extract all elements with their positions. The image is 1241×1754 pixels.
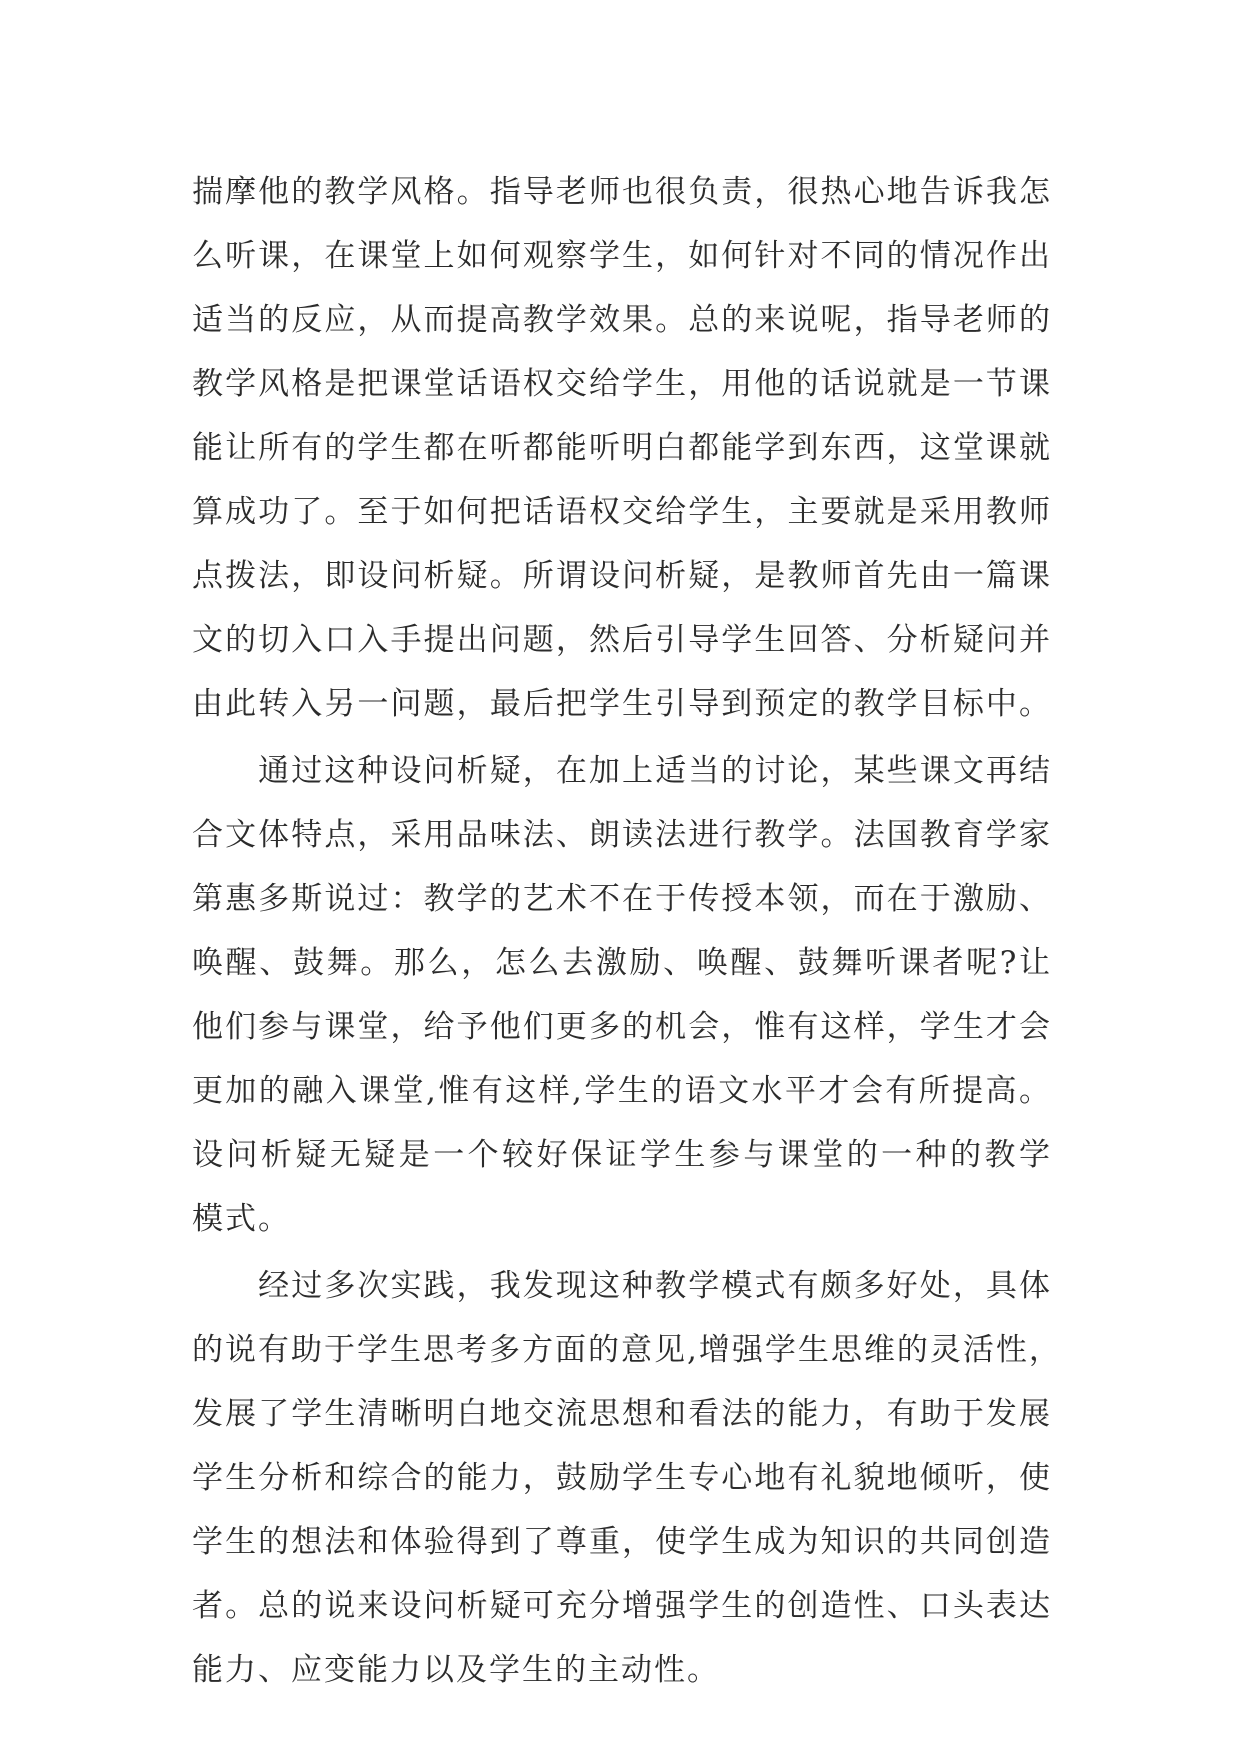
body-text xyxy=(192,160,1062,1702)
text-line: 通过这种设问析疑，在加上适当的讨论，某些课文再结 xyxy=(192,753,1052,789)
text-line: 发展了学生清晰明白地交流思想和看法的能力，有助于发展 xyxy=(192,1396,1052,1432)
text-line: 模式。 xyxy=(192,1201,291,1237)
text-line: 适当的反应，从而提高教学效果。总的来说呢，指导老师的 xyxy=(192,302,1052,338)
text-line: 合文体特点，采用品味法、朗读法进行教学。法国教育学家 xyxy=(192,817,1052,853)
text-line: 由此转入另一问题，最后把学生引导到预定的教学目标中。 xyxy=(192,686,1052,722)
text-line: 唤醒、鼓舞。那么，怎么去激励、唤醒、鼓舞听课者呢?让 xyxy=(192,945,1052,981)
text-line: 点拨法，即设问析疑。所谓设问析疑，是教师首先由一篇课 xyxy=(192,558,1052,594)
text-line: 的说有助于学生思考多方面的意见,增强学生思维的灵活性， xyxy=(192,1332,1062,1368)
text-line: 么听课，在课堂上如何观察学生，如何针对不同的情况作出 xyxy=(192,238,1052,274)
text-line: 者。总的说来设问析疑可充分增强学生的创造性、口头表达 xyxy=(192,1588,1052,1624)
text-line: 能力、应变能力以及学生的主动性。 xyxy=(192,1652,720,1688)
text-line: 揣摩他的教学风格。指导老师也很负责，很热心地告诉我怎 xyxy=(192,174,1052,210)
text-line: 第惠多斯说过：教学的艺术不在于传授本领，而在于激励、 xyxy=(192,881,1052,917)
text-line: 学生的想法和体验得到了尊重，使学生成为知识的共同创造 xyxy=(192,1524,1052,1560)
text-line: 教学风格是把课堂话语权交给学生，用他的话说就是一节课 xyxy=(192,366,1052,402)
text-line: 算成功了。至于如何把话语权交给学生，主要就是采用教师 xyxy=(192,494,1052,530)
text-line: 更加的融入课堂,惟有这样,学生的语文水平才会有所提高。 xyxy=(192,1073,1052,1109)
text-line: 经过多次实践，我发现这种教学模式有颇多好处，具体 xyxy=(192,1268,1052,1304)
text-line: 他们参与课堂，给予他们更多的机会，惟有这样，学生才会 xyxy=(192,1009,1052,1045)
text-line: 文的切入口入手提出问题，然后引导学生回答、分析疑问并 xyxy=(192,622,1052,658)
text-line: 设问析疑无疑是一个较好保证学生参与课堂的一种的教学 xyxy=(192,1137,1052,1173)
text-line: 学生分析和综合的能力，鼓励学生专心地有礼貌地倾听，使 xyxy=(192,1460,1052,1496)
text-line: 能让所有的学生都在听都能听明白都能学到东西，这堂课就 xyxy=(192,430,1052,466)
